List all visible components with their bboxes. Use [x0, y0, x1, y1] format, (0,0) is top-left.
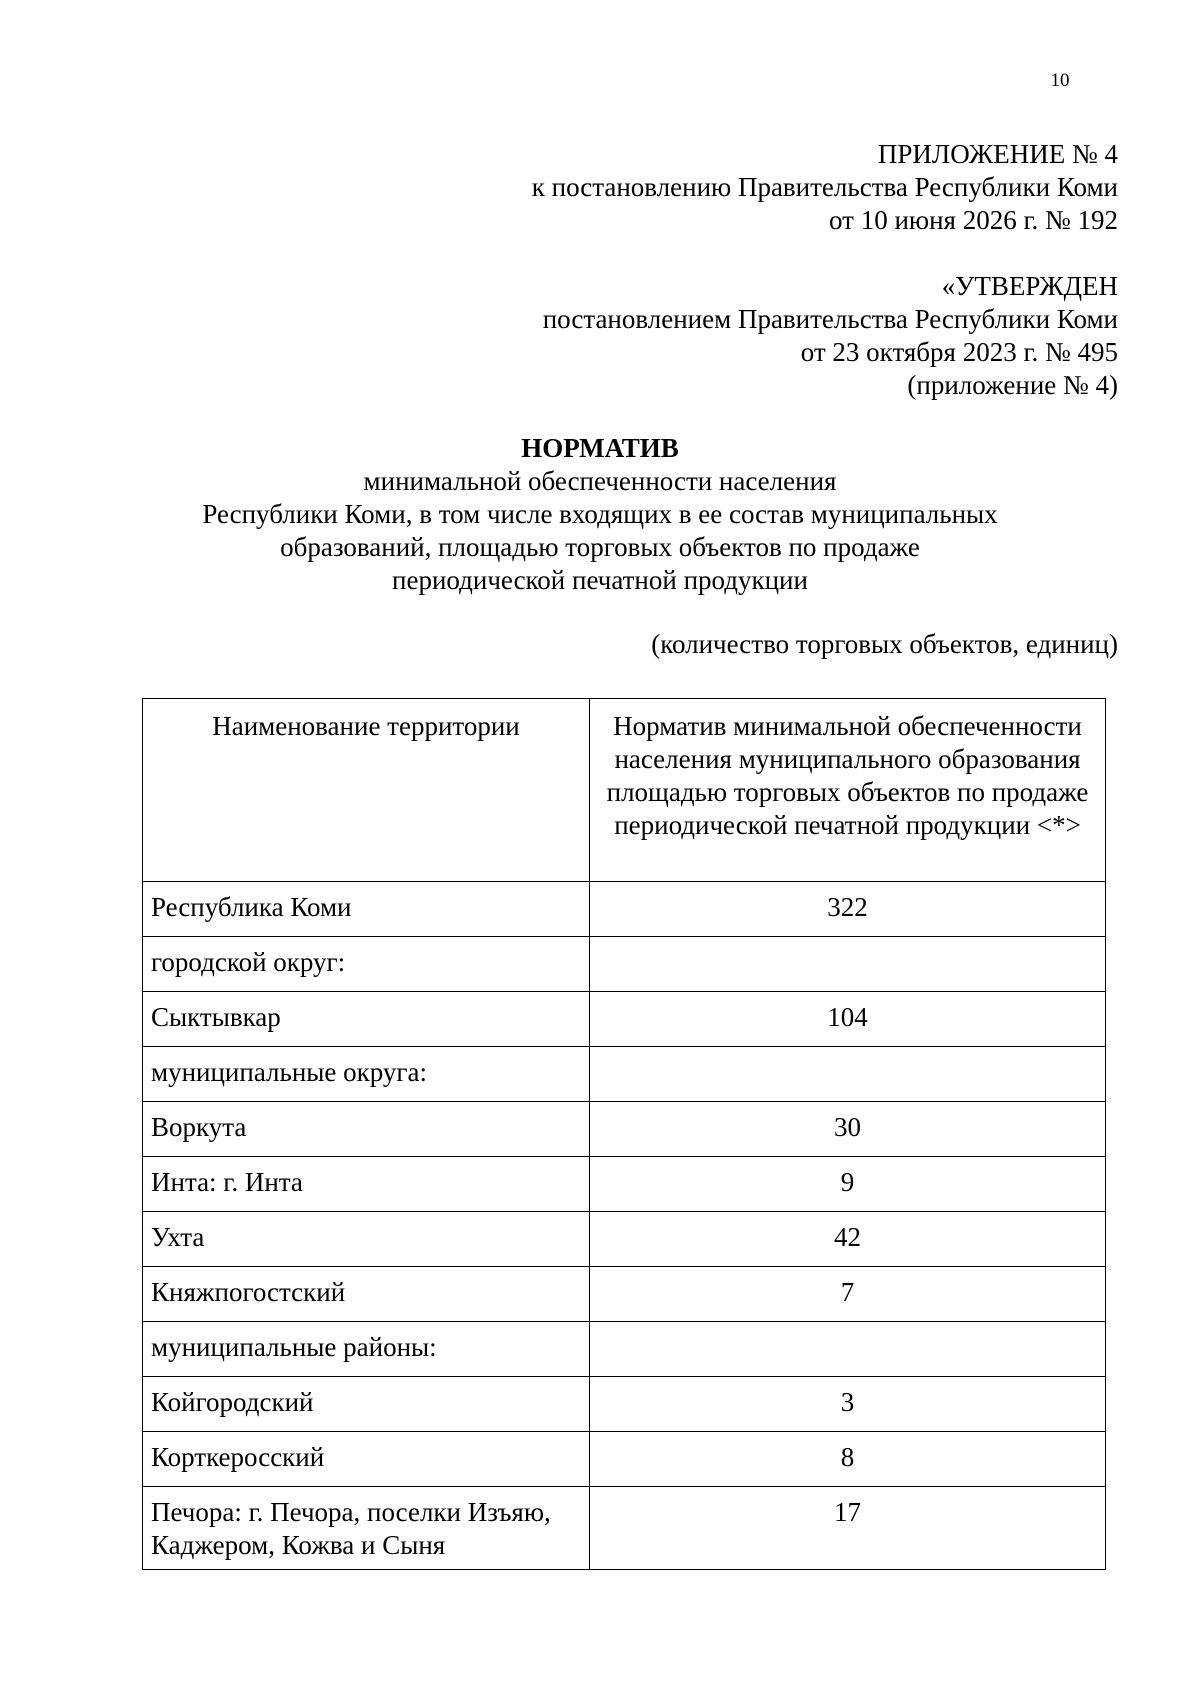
value-cell: 30 [590, 1102, 1106, 1157]
appendix-date: от 10 июня 2026 г. № 192 [829, 205, 1118, 235]
table-row [143, 1432, 1106, 1487]
territory-cell: Койгородский [143, 1377, 590, 1432]
title-line-3: образований, площадью торговых объектов по продаже [280, 532, 920, 562]
territory-cell: муниципальные районы: [143, 1322, 590, 1377]
value-cell: 104 [590, 992, 1106, 1047]
table-row [143, 1487, 1106, 1570]
territory-cell: Ухта [143, 1212, 590, 1267]
value-cell: 8 [590, 1432, 1106, 1487]
header-territory: Наименование территории [143, 699, 590, 882]
table-row [143, 1267, 1106, 1322]
approved-label: «УТВЕРЖДЕН [941, 271, 1118, 301]
territory-cell: Печора: г. Печора, поселки Изъяю, Каджером, Кожва и Сыня [143, 1487, 590, 1570]
territory-cell: Корткеросский [143, 1432, 590, 1487]
table-row [143, 937, 1106, 992]
header-norm: Норматив минимальной обеспеченности населения муниципального образования площадью торговых объектов по продаже периодической печатной продукции <*> [590, 699, 1106, 882]
title-main: НОРМАТИВ [521, 433, 679, 463]
value-cell [590, 1047, 1106, 1102]
territory-cell: Республика Коми [143, 882, 590, 937]
value-cell: 9 [590, 1157, 1106, 1212]
page-number: 10 [1050, 70, 1070, 91]
value-cell: 7 [590, 1267, 1106, 1322]
table-row [143, 1102, 1106, 1157]
territory-cell: городской округ: [143, 937, 590, 992]
value-cell: 322 [590, 882, 1106, 937]
table-row [143, 1377, 1106, 1432]
approved-appendix-ref: (приложение № 4) [907, 370, 1118, 400]
title-line-1: минимальной обеспеченности населения [363, 466, 837, 496]
document-title [100, 432, 1100, 597]
territory-cell: Княжпогостский [143, 1267, 590, 1322]
title-line-2: Республики Коми, в том числе входящих в ее состав муниципальных [202, 499, 998, 529]
approved-resolution-ref: постановлением Правительства Республики Коми [542, 304, 1118, 334]
value-cell [590, 1322, 1106, 1377]
value-cell: 3 [590, 1377, 1106, 1432]
approved-date: от 23 октября 2023 г. № 495 [800, 337, 1118, 367]
territory-cell: муниципальные округа: [143, 1047, 590, 1102]
approved-heading [300, 270, 1118, 402]
norm-table [142, 698, 1106, 1570]
appendix-resolution-ref: к постановлению Правительства Республики Коми [531, 172, 1118, 202]
table-row [143, 992, 1106, 1047]
unit-note: (количество торговых объектов, единиц) [651, 629, 1118, 659]
title-line-4: периодической печатной продукции [392, 565, 808, 595]
table-header-row [143, 699, 1106, 882]
table-row [143, 1212, 1106, 1267]
table-row [143, 1322, 1106, 1377]
value-cell: 42 [590, 1212, 1106, 1267]
territory-cell: Воркута [143, 1102, 590, 1157]
table-row [143, 1047, 1106, 1102]
table-row [143, 1157, 1106, 1212]
appendix-label: ПРИЛОЖЕНИЕ № 4 [877, 139, 1118, 169]
table-row [143, 882, 1106, 937]
value-cell [590, 937, 1106, 992]
territory-cell: Сыктывкар [143, 992, 590, 1047]
appendix-heading [300, 138, 1118, 237]
value-cell: 17 [590, 1487, 1106, 1570]
territory-cell: Инта: г. Инта [143, 1157, 590, 1212]
